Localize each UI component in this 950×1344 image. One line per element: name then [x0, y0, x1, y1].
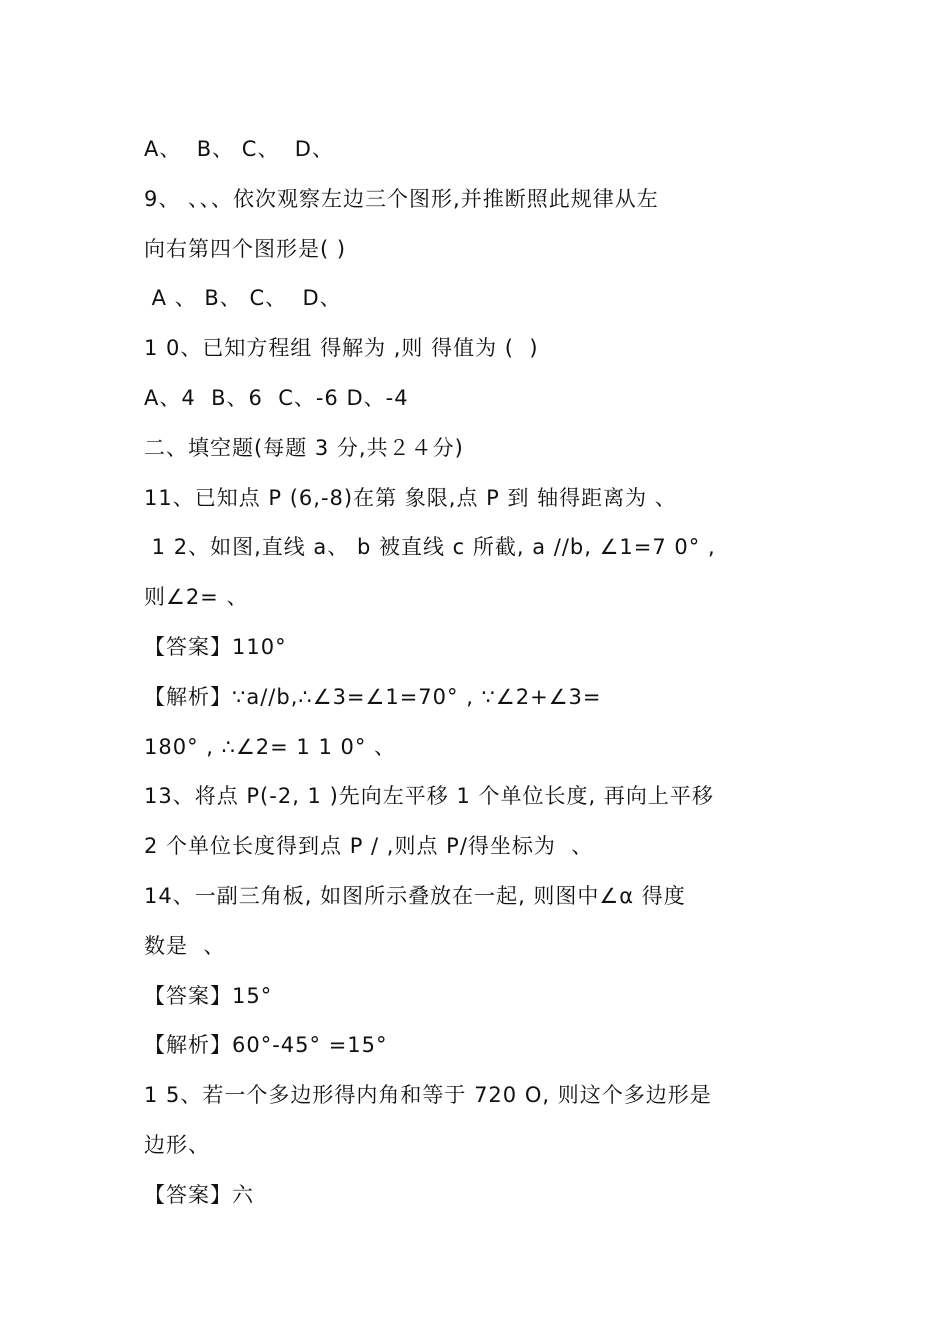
question-9-continued: 向右第四个图形是( ) [144, 236, 347, 261]
question-15-continued: 边形、 [144, 1132, 210, 1157]
document-body [144, 125, 824, 1221]
question-14: 14、一副三角板, 如图所示叠放在一起, 则图中∠α 得度 [144, 883, 686, 908]
question-14-continued: 数是 、 [144, 933, 226, 958]
options-line-q10: A、4 B、6 C、-6 D、-4 [144, 385, 409, 410]
question-11: 11、已知点 P (6,-8)在第 象限,点 P 到 轴得距离为 、 [144, 485, 677, 510]
question-15: 1 5、若一个多边形得内角和等于 720 O, 则这个多边形是 [144, 1083, 712, 1108]
question-12: 1 2、如图,直线 a、 b 被直线 c 所截, a //b, ∠1=7 0° , [144, 535, 716, 560]
question-13-continued: 2 个单位长度得到点 P / ,则点 P/得坐标为 、 [144, 834, 594, 859]
question-12-continued: 则∠2= 、 [144, 585, 249, 610]
answer-14: 【答案】15° [144, 983, 273, 1008]
options-line-q9: A 、 B、 C、 D、 [144, 286, 342, 311]
question-13: 13、将点 P(-2, 1 )先向左平移 1 个单位长度, 再向上平移 [144, 784, 714, 809]
options-line-q8: A、 B、 C、 D、 [144, 137, 334, 161]
answer-12: 【答案】110° [144, 634, 287, 659]
analysis-12-continued: 180° , ∴∠2= 1 1 0° 、 [144, 734, 397, 759]
section-heading-fill-in: 二、填空题(每题 3 分,共２４分) [144, 435, 464, 460]
question-9: 9、 、、、依次观察左边三个图形,并推断照此规律从左 [144, 186, 659, 211]
answer-15: 【答案】六 [144, 1182, 254, 1207]
analysis-12: 【解析】∵a//b,∴∠3=∠1=70° , ∵∠2+∠3= [144, 684, 602, 709]
analysis-14: 【解析】60°-45° =15° [144, 1033, 388, 1058]
question-10: 1 0、已知方程组 得解为 ,则 得值为 ( ) [144, 336, 539, 361]
